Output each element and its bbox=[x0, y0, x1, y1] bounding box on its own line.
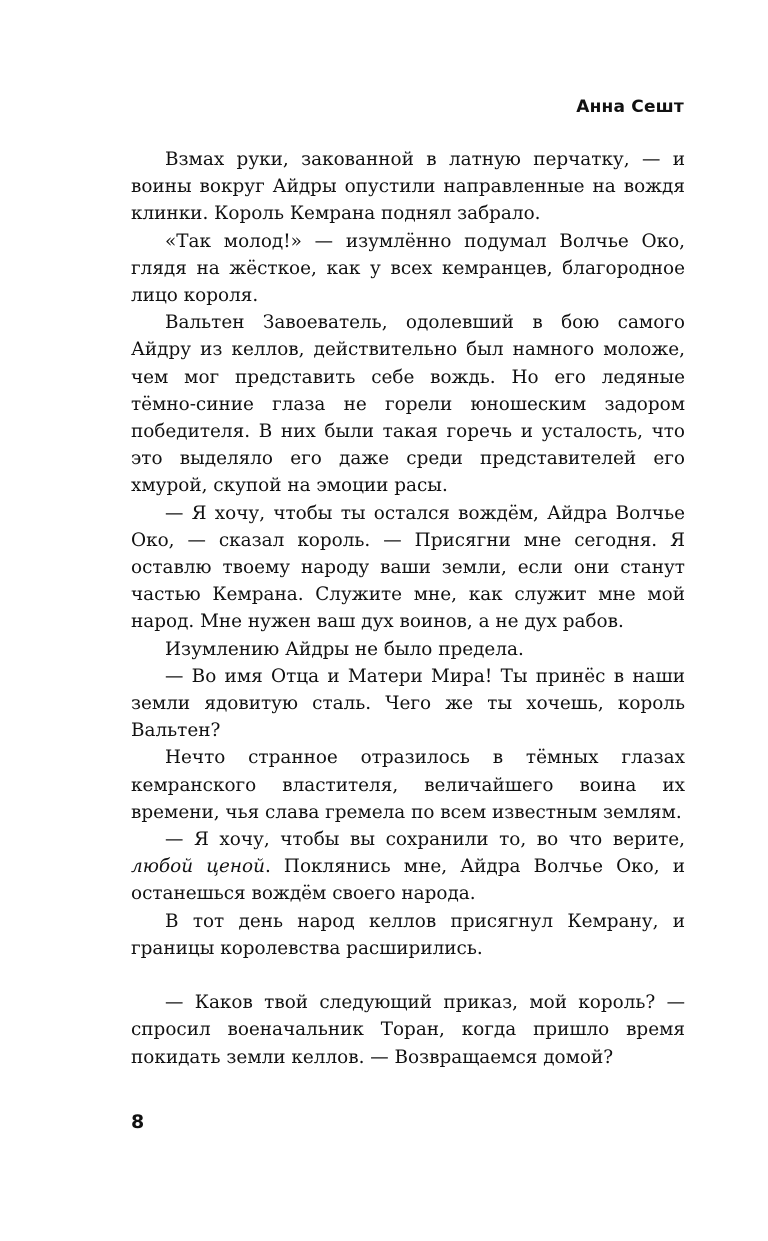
paragraph: «Так молод!» — изумлённо подумал Волчье Око, глядя на жёсткое, как у всех кемранцев, благородное лицо короля. bbox=[131, 230, 685, 307]
running-head-author: Анна Сешт bbox=[576, 97, 684, 117]
paragraph: Вальтен Завоеватель, одолевший в бою самого Айдру из келлов, действительно был намного моложе, чем мог представить себе вождь. Но его ледяные тёмно-синие глаза не горели юношеским задором победителя. В них были такая горечь и усталость, что это выделяло его даже среди представителей его хмурой, скупой на эмоции расы. bbox=[131, 312, 685, 497]
paragraph-text-before: — Я хочу, чтобы вы сохранили то, во что верите, bbox=[165, 829, 685, 851]
paragraph: Изумлению Айдры не было предела. bbox=[165, 638, 524, 660]
paragraph: — Во имя Отца и Матери Мира! Ты принёс в наши земли ядовитую сталь. Чего же ты хочешь, король Вальтен? bbox=[131, 665, 685, 742]
paragraph: — Я хочу, чтобы ты остался вождём, Айдра Волчье Око, — сказал король. — Присягни мне сегодня. Я оставлю твоему народу ваши земли, если они станут частью Кемрана. Служите мне, как служит мне мой народ. Мне нужен ваш дух воинов, а не дух рабов. bbox=[131, 502, 685, 633]
paragraph: В тот день народ келлов присягнул Кемрану, и границы королевства расширились. bbox=[131, 910, 685, 959]
body-text bbox=[131, 146, 685, 1071]
page-number: 8 bbox=[131, 1111, 145, 1133]
paragraph-with-emphasis bbox=[131, 826, 685, 908]
paragraph: Взмах руки, закованной в латную перчатку, — и воины вокруг Айдры опустили направленные на вождя клинки. Король Кемрана поднял забрало. bbox=[131, 149, 685, 225]
paragraph: Нечто странное отразилось в тёмных глазах кемранского властителя, величайшего воина их времени, чья слава гремела по всем известным землям. bbox=[131, 747, 685, 823]
emphasized-text: любой ценой bbox=[131, 856, 265, 878]
paragraph-text-after: . Поклянись мне, Айдра Волчье Око, и останешься вождём своего народа. bbox=[131, 856, 685, 905]
paragraph: — Каков твой следующий приказ, мой король? — спросил военачальник Торан, когда пришло время покидать земли келлов. — Возвращаемся домой? bbox=[131, 992, 685, 1068]
